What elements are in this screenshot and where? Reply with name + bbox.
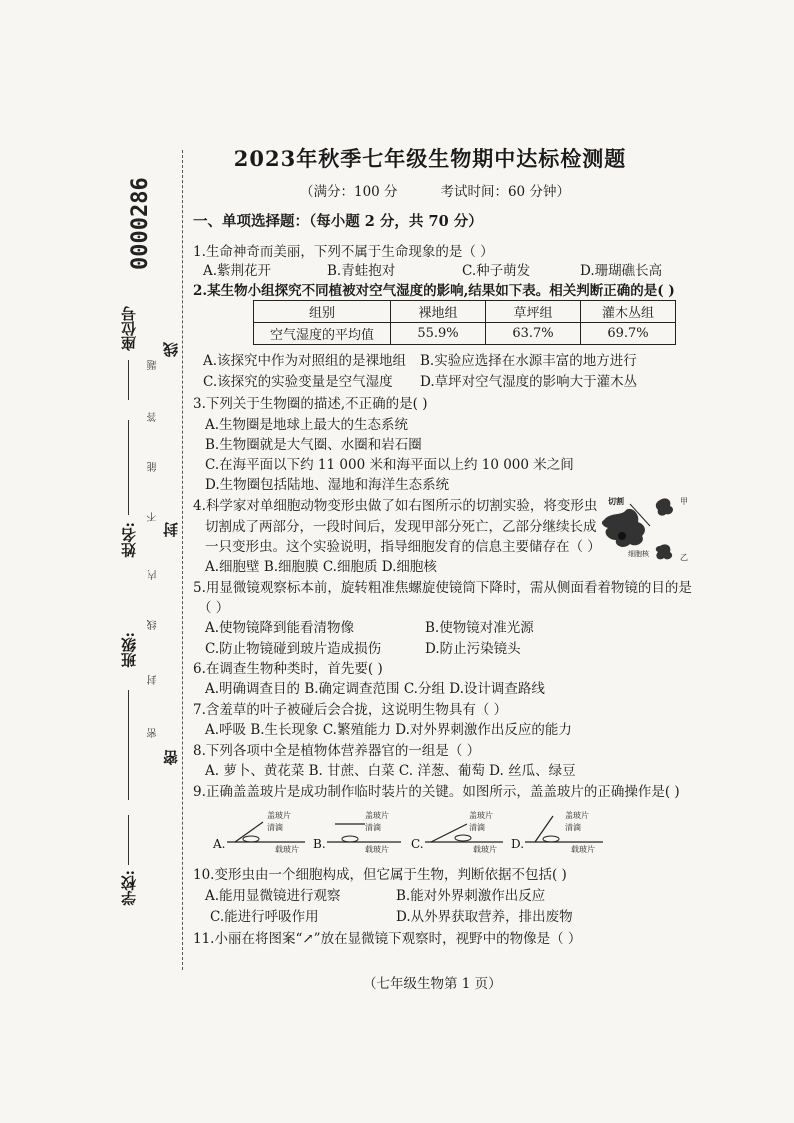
question-11-stem: 11.小丽在将图案“↗”放在显微镜下观察时，视野中的物像是（ ）	[193, 931, 582, 947]
q10-option-c: C.能进行呼吸作用	[210, 909, 319, 925]
class-label: 班级:	[120, 632, 138, 668]
q3-option-a: A.生物圈是地球上最大的生态系统	[205, 417, 409, 433]
fig-label: 载玻片	[365, 845, 389, 854]
question-4-stem-cont: 切割成了两部分，一段时间后，发现甲部分死亡，乙部分继续长成	[205, 519, 597, 535]
q5-option-c: C.防止物镜碰到玻片造成损伤	[205, 641, 382, 657]
question-9-stem: 9.正确盖盖玻片是成功制作临时装片的关键。如图所示，盖盖玻片的正确操作是( )	[193, 784, 680, 800]
q10-option-a: A.能用显微镜进行观察	[205, 888, 341, 904]
school-blank	[128, 815, 129, 865]
water-drop	[243, 836, 259, 842]
notice-char: 能	[148, 462, 159, 472]
question-7-stem: 7.含羞草的叶子被碰后会合拢，这说明生物具有（ ）	[193, 702, 508, 718]
amoeba-cutting-figure	[596, 490, 700, 570]
q4-options: A.细胞壁 B.细胞膜 C.细胞质 D.细胞核	[205, 559, 437, 575]
fig-label: 盖玻片	[267, 811, 291, 820]
q3-option-c: C.在海平面以下约 11 000 米和海平面以上约 10 000 米之间	[205, 457, 574, 473]
table-cell: 草坪组	[486, 301, 581, 323]
fig-label: 清滴	[469, 823, 485, 832]
question-4-stem: 4.科学家对单细胞动物变形虫做了如右图所示的切割实验，将变形虫	[193, 498, 598, 514]
name-blank	[128, 420, 129, 515]
notice-char: 封	[148, 675, 159, 685]
q3-option-b: B.生物圈就是大气圈、水圈和岩石圈	[205, 437, 422, 453]
q5-option-d: D.防止污染镜头	[425, 641, 521, 657]
seal-bottom-label: 密	[162, 750, 180, 765]
fig-label: 载玻片	[275, 845, 299, 854]
seal-line-label: 线	[162, 342, 180, 357]
seal-dashed-line	[182, 150, 183, 970]
water-drop	[455, 835, 471, 841]
q1-option-c: C.种子萌发	[462, 263, 531, 279]
table-row	[254, 323, 676, 345]
question-10-stem: 10.变形虫由一个细胞构成，但它属于生物，判断依据不包括( )	[193, 867, 567, 883]
q6-options: A.明确调查目的 B.确定调查范围 C.分组 D.设计调查路线	[205, 681, 545, 697]
table-cell: 空气湿度的平均值	[254, 323, 391, 345]
table-cell: 灌木丛组	[581, 301, 676, 323]
exam-info: （满分：100 分 考试时间：60 分钟）	[300, 184, 570, 200]
question-2-stem: 2.某生物小组探究不同植被对空气湿度的影响,结果如下表。相关判断正确的是( )	[193, 283, 675, 299]
water-drop	[342, 836, 358, 842]
question-5-paren: （ ）	[198, 600, 230, 616]
question-8-stem: 8.下列各项中全是植物体营养器官的一组是（ ）	[193, 743, 481, 759]
question-4-stem-cont: 一只变形虫。这个实验说明，指导细胞发育的信息主要储存在（ ）	[205, 539, 601, 555]
humidity-table	[253, 300, 676, 345]
q2-option-d: D.草坪对空气湿度的影响大于灌木丛	[420, 374, 638, 390]
fig-label: 盖玻片	[469, 811, 493, 820]
table-cell: 裸地组	[391, 301, 486, 323]
figure-label-nucleus: 细胞核	[628, 550, 649, 558]
water-drop	[543, 836, 559, 842]
fig-label: 盖玻片	[365, 811, 389, 820]
q8-options: A. 萝卜、黄花菜 B. 甘蔗、白菜 C. 洋葱、葡萄 D. 丝瓜、绿豆	[205, 763, 576, 779]
fig-option-label: D.	[511, 837, 525, 851]
figure-label-cut: 切割	[608, 496, 624, 506]
q3-option-d: D.生物圈包括陆地、湿地和海洋生态系统	[205, 477, 450, 493]
seat-blank	[128, 360, 129, 400]
figure-label-jia: 甲	[680, 497, 688, 506]
amoeba-body	[602, 509, 645, 547]
amoeba-part-yi	[656, 544, 672, 559]
q1-option-a: A.紫荆花开	[203, 263, 272, 279]
q10-option-d: D.从外界获取营养，排出废物	[396, 909, 573, 925]
fig-label: 清滴	[267, 823, 283, 832]
table-cell: 63.7%	[486, 323, 581, 345]
q10-option-b: B.能对外界刺激作出反应	[396, 888, 546, 904]
class-blank	[128, 690, 129, 800]
notice-char: 答	[148, 412, 159, 422]
figure-label-yi: 乙	[680, 553, 688, 562]
amoeba-part-jia	[656, 498, 673, 515]
question-3-stem: 3.下列关于生物圈的描述,不正确的是( )	[193, 396, 428, 412]
school-label: 学校:	[120, 870, 138, 906]
name-label: 姓名:	[120, 522, 138, 558]
page-title: 2023年秋季七年级生物期中达标检测题	[233, 146, 627, 171]
question-1-stem: 1.生命神奇而美丽，下列不属于生命现象的是（ ）	[193, 244, 494, 260]
fig-option-label: A.	[213, 837, 226, 851]
seat-label: 座位号	[120, 306, 138, 351]
page-footer: （七年级生物第 1 页）	[363, 976, 502, 992]
q7-options: A.呼吸 B.生长现象 C.繁殖能力 D.对外界刺激作出反应的能力	[205, 722, 572, 738]
fig-label: 载玻片	[473, 845, 497, 854]
seal-mid-label: 封	[162, 522, 180, 537]
table-cell: 55.9%	[391, 323, 486, 345]
q5-option-a: A.使物镜降到能看清物像	[205, 620, 355, 636]
cover-slip-figure	[205, 808, 625, 858]
q2-option-c: C.该探究的实验变量是空气湿度	[203, 374, 393, 390]
q2-option-a: A.该探究中作为对照组的是裸地组	[203, 353, 407, 369]
q5-option-b: B.使物镜对准光源	[425, 620, 534, 636]
table-cell: 69.7%	[581, 323, 676, 345]
notice-char: 密	[148, 728, 159, 738]
amoeba-nucleus	[618, 532, 626, 540]
notice-char: 线	[148, 620, 159, 630]
fig-label: 清滴	[365, 823, 381, 832]
notice-char: 题	[148, 360, 159, 370]
q1-option-b: B.青蛙抱对	[327, 263, 396, 279]
fig-label: 载玻片	[571, 845, 595, 854]
question-5-stem: 5.用显微镜观察标本前，旋转粗准焦螺旋使镜筒下降时，需从侧面看着物镜的目的是	[193, 580, 692, 596]
table-header-row	[254, 301, 676, 323]
serial-number: 0000286	[128, 177, 153, 270]
fig-label: 盖玻片	[565, 811, 589, 820]
fig-label: 清滴	[565, 823, 581, 832]
question-6-stem: 6.在调查生物种类时，首先要( )	[193, 661, 383, 677]
fig-option-label: B.	[313, 837, 326, 851]
section-heading: 一、单项选择题：（每小题 2 分，共 70 分）	[193, 213, 483, 230]
table-cell: 组别	[254, 301, 391, 323]
notice-char: 不	[148, 512, 159, 522]
q2-option-b: B.实验应选择在水源丰富的地方进行	[420, 353, 637, 369]
fig-option-label: C.	[411, 837, 424, 851]
cover-slip-line	[431, 824, 467, 842]
q1-option-d: D.珊瑚礁长高	[580, 263, 663, 279]
notice-char: 内	[148, 570, 159, 580]
